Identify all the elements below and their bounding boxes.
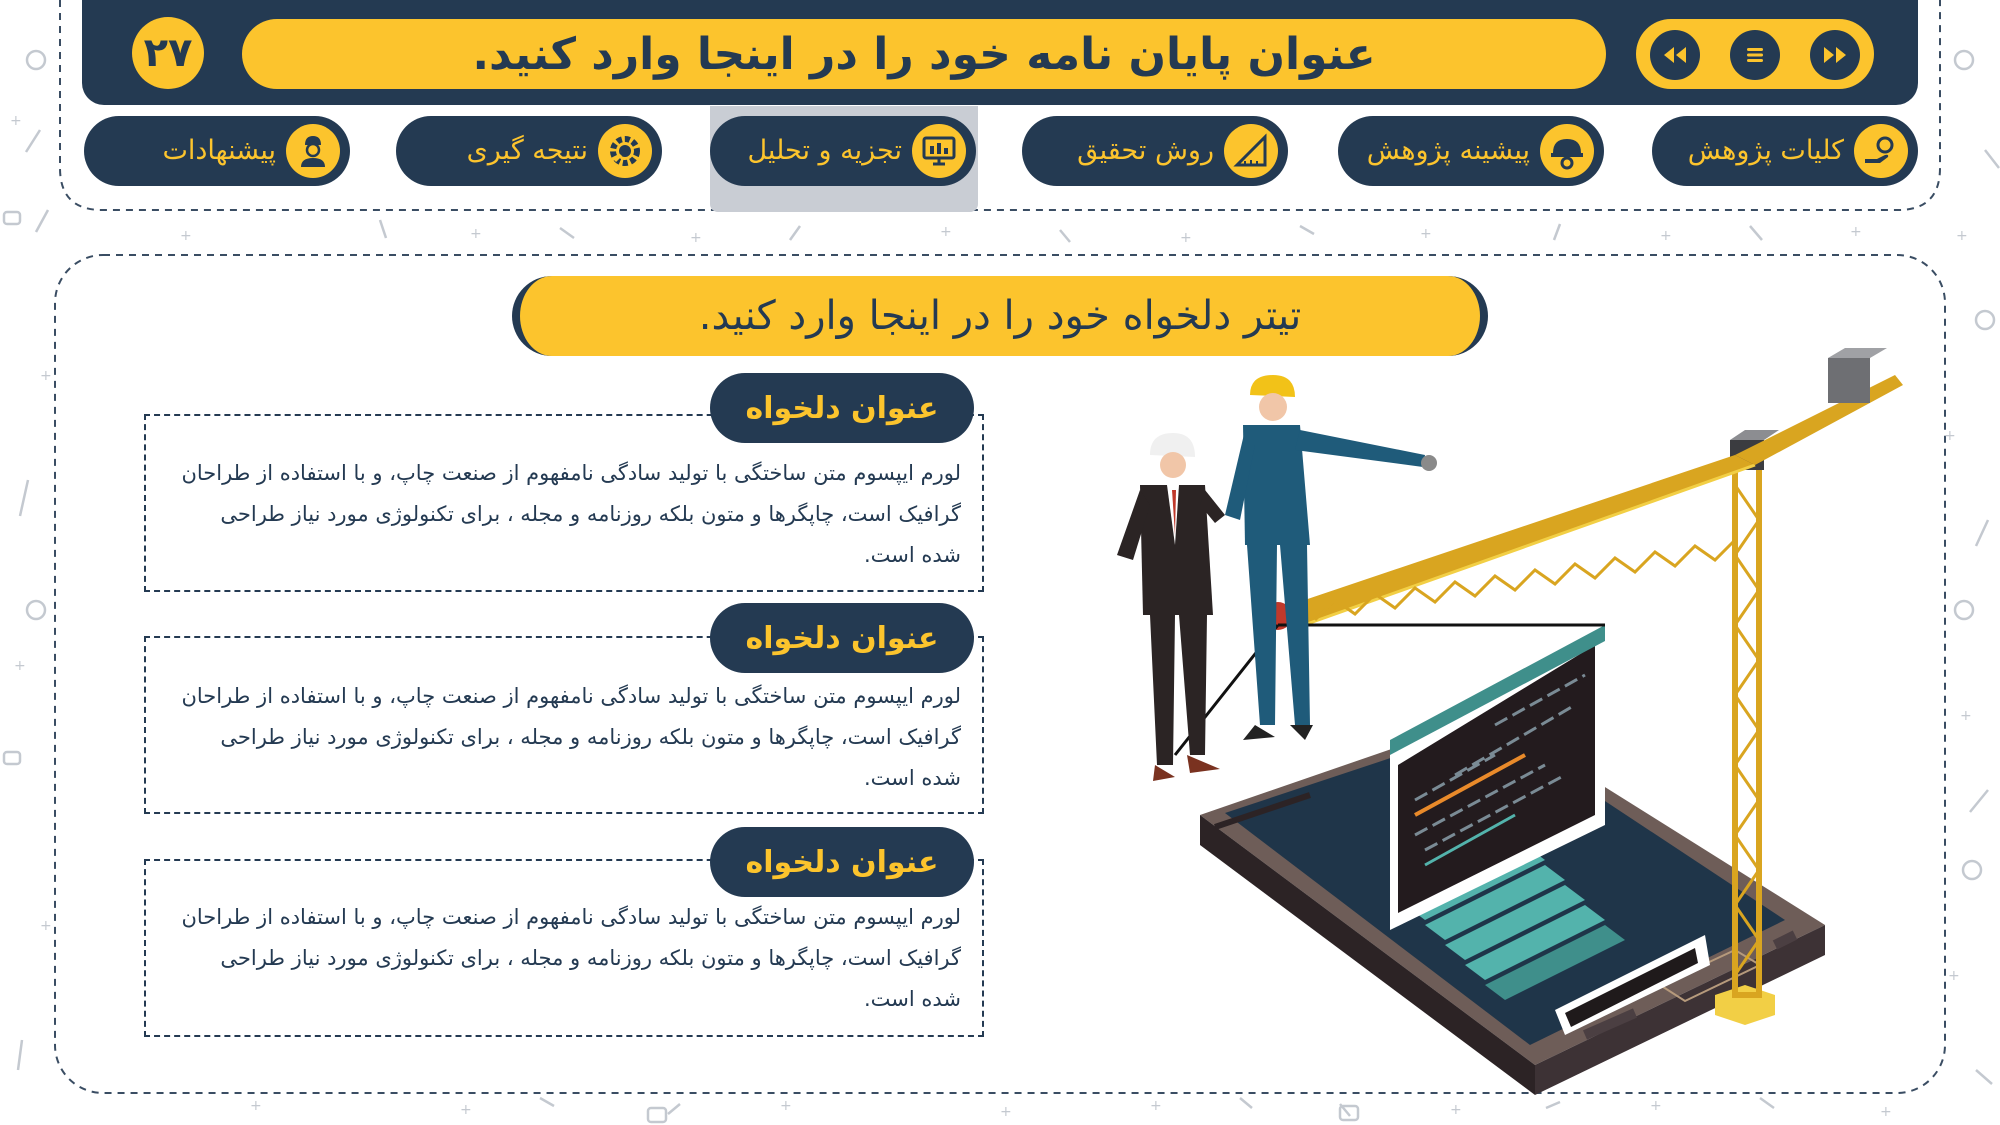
content-title: تیتر دلخواه خود را در اینجا وارد کنید. <box>512 276 1488 356</box>
box-text-2: لورم ایپسوم متن ساختگی با تولید سادگی نامفهوم از صنعت چاپ، و با استفاده از طراحان گرافیک است، چاپگرها و متون بلکه روزنامه و مجله ، برای تکنولوژی مورد نیاز طراحی شده است. <box>181 684 961 790</box>
businessman-figure <box>1117 433 1225 781</box>
box-text-3: لورم ایپسوم متن ساختگی با تولید سادگی نامفهوم از صنعت چاپ، و با استفاده از طراحان گرافیک است، چاپگرها و متون بلکه روزنامه و مجله ، برای تکنولوژی مورد نیاز طراحی شده است. <box>181 905 961 1011</box>
monitor-chart-icon <box>912 124 966 178</box>
tab-literature-review[interactable] <box>1338 116 1604 186</box>
svg-text:+: + <box>780 1098 792 1114</box>
box-text-1: لورم ایپسوم متن ساختگی با تولید سادگی نامفهوم از صنعت چاپ، و با استفاده از طراحان گرافیک است، چاپگرها و متون بلکه روزنامه و مجله ، برای تکنولوژی مورد نیاز طراحی شده است. <box>181 461 961 567</box>
construction-laptop-illustration <box>1095 345 1925 1095</box>
svg-text:+: + <box>40 918 52 934</box>
svg-text:+: + <box>460 1102 472 1118</box>
tab-research-overview[interactable] <box>1652 116 1918 186</box>
svg-text:+: + <box>1944 428 1956 444</box>
menu-icon <box>1742 42 1768 68</box>
svg-text:+: + <box>940 224 952 240</box>
helmet-gear-icon <box>1540 124 1594 178</box>
tab-label: کلیات پژوهش <box>1687 135 1844 166</box>
svg-text:+: + <box>1150 1098 1162 1114</box>
ruler-triangle-icon <box>1224 124 1278 178</box>
svg-text:+: + <box>1956 228 1968 244</box>
svg-text:+: + <box>1650 1098 1662 1114</box>
svg-text:+: + <box>1948 968 1960 984</box>
menu-button[interactable] <box>1730 30 1780 80</box>
svg-text:+: + <box>1180 230 1192 246</box>
svg-text:+: + <box>1880 1104 1892 1120</box>
slide-number: ۲۷ <box>132 17 204 89</box>
svg-text:+: + <box>470 226 482 242</box>
svg-text:+: + <box>1450 1102 1462 1118</box>
tab-research-method[interactable] <box>1022 116 1288 186</box>
hand-gear-icon <box>1854 124 1908 178</box>
tab-conclusion[interactable] <box>396 116 662 186</box>
box-heading-2: عنوان دلخواه <box>710 603 974 673</box>
gear-wrench-icon <box>598 124 652 178</box>
tab-label: روش تحقیق <box>1077 135 1214 166</box>
rewind-icon <box>1660 40 1690 70</box>
box-heading-3: عنوان دلخواه <box>710 827 974 897</box>
svg-text:+: + <box>180 228 192 244</box>
svg-text:+: + <box>1000 1104 1012 1120</box>
engineer-figure <box>1225 375 1437 740</box>
tab-label: تجزیه و تحلیل <box>747 135 902 166</box>
box-heading-1: عنوان دلخواه <box>710 373 974 443</box>
svg-text:+: + <box>1420 226 1432 242</box>
svg-text:+: + <box>40 368 52 384</box>
tab-suggestions[interactable] <box>84 116 350 186</box>
svg-text:+: + <box>250 1098 262 1114</box>
svg-text:+: + <box>1660 228 1672 244</box>
tab-label: پیشینه پژوهش <box>1366 135 1530 166</box>
svg-text:+: + <box>14 658 26 674</box>
svg-text:+: + <box>690 230 702 246</box>
tab-label: پیشنهادات <box>162 135 276 166</box>
next-button[interactable] <box>1810 30 1860 80</box>
svg-text:+: + <box>10 113 22 129</box>
tab-analysis[interactable] <box>710 116 976 186</box>
svg-text:+: + <box>1960 708 1972 724</box>
svg-text:+: + <box>1850 224 1862 240</box>
fast-forward-icon <box>1820 40 1850 70</box>
thesis-title: عنوان پایان نامه خود را در اینجا وارد کنید. <box>242 19 1606 89</box>
previous-button[interactable] <box>1650 30 1700 80</box>
nav-controls <box>1636 19 1874 89</box>
tab-label: نتیجه گیری <box>466 135 588 166</box>
engineer-icon <box>286 124 340 178</box>
